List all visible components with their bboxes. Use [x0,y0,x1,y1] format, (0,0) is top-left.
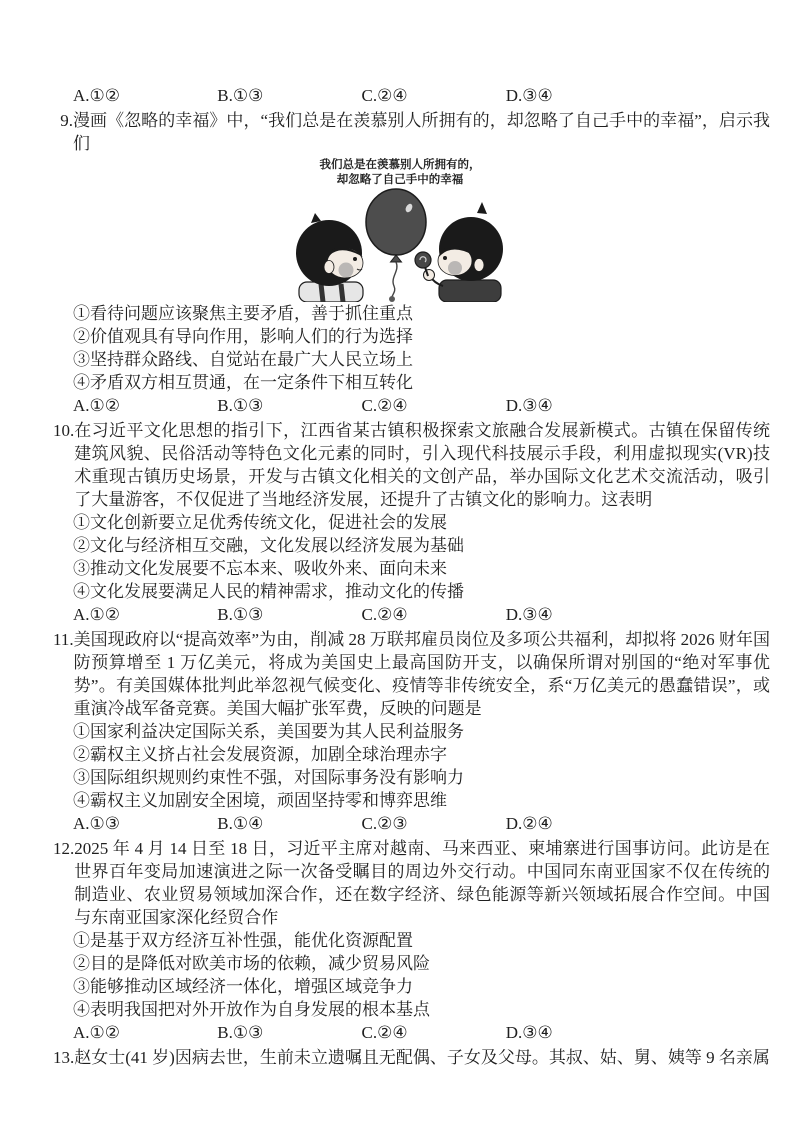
choice-a: A.①② [73,605,121,624]
option-4: ④文化发展要满足人民的精神需求，推动文化的传播 [73,582,464,601]
cartoon-caption-line2: 却忽略了自己手中的幸福 [336,174,464,186]
choice-d: D.③④ [505,1023,553,1042]
option-2: ②文化与经济相互交融，文化发展以经济发展为基础 [73,536,464,555]
answer-choices-row-q9 [73,394,770,417]
question-10 [53,419,770,626]
cartoon-svg [283,155,518,302]
right-child-figure [424,202,504,302]
choice-a: A.①② [73,1023,121,1042]
choice-d: D.③④ [505,605,553,624]
answer-choices-row-q10 [73,603,770,626]
choice-d: D.③④ [505,86,553,105]
option-1: ①是基于双方经济互补性强，能优化资源配置 [73,931,413,950]
question-13 [53,1046,770,1069]
choice-d: D.②④ [505,814,553,833]
option-1: ①文化创新要立足优秀传统文化，促进社会的发展 [73,513,447,532]
question-11 [53,628,770,835]
choice-a: A.①③ [73,814,121,833]
cartoon-illustration [283,155,518,302]
cartoon-caption-line1: 我们总是在羡慕别人所拥有的， [319,159,481,171]
choice-b: B.①③ [217,86,264,105]
option-2: ②目的是降低对欧美市场的依赖，减少贸易风险 [73,954,430,973]
choice-c: C.②④ [361,605,408,624]
option-2: ②价值观具有导向作用，影响人们的行为选择 [73,327,413,346]
answer-choices-row-q8 [73,84,770,107]
question-9 [53,109,770,417]
question-number: 9. [60,111,73,130]
choice-c: C.②③ [361,814,408,833]
choice-c: C.②④ [361,1023,408,1042]
balloon-string [392,262,397,301]
choice-b: B.①③ [217,605,264,624]
option-3: ③国际组织规则约束性不强，对国际事务没有影响力 [73,768,464,787]
option-1: ①国家利益决定国际关系，美国要为其人民利益服务 [73,722,464,741]
option-3: ③推动文化发展要不忘本来、吸收外来、面向未来 [73,559,447,578]
choice-d: D.③④ [505,396,553,415]
question-stem: 美国现政府以“提高效率”为由，削减 28 万联邦雇员岗位及多项公共福利，却拟将 2026 财年国防预算增至 1 万亿美元，将成为美国史上最高国防开支，以确保所谓对别国的“绝对军事优势”。有美国媒体批判此举忽视气候变化、疫情等非传统安全，系“万亿美元的愚蠢错误”，或重演冷战军备竞赛。美国大幅扩张军费，反映的问题是 [73,630,770,718]
question-number: 10. [53,421,75,440]
option-4: ④矛盾双方相互贯通，在一定条件下相互转化 [73,373,413,392]
choice-b: B.①④ [217,814,264,833]
question-stem: 漫画《忽略的幸福》中，“我们总是在羡慕别人所拥有的，却忽略了自己手中的幸福”，启示我们 [73,111,770,153]
option-1: ①看待问题应该聚焦主要矛盾，善于抓住重点 [73,304,413,323]
choice-c: C.②④ [361,86,408,105]
question-number: 13. [53,1048,75,1067]
question-number: 12. [53,839,75,858]
choice-c: C.②④ [361,396,408,415]
choice-b: B.①③ [217,396,264,415]
question-stem: 在习近平文化思想的指引下，江西省某古镇积极探索文旅融合发展新模式。古镇在保留传统建筑风貌、民俗活动等特色文化元素的同时，引入现代科技展示手段，利用虚拟现实(VR)技术重现古镇历史场景，开发与古镇文化相关的文创产品，举办国际文化艺术交流活动，吸引了大量游客，不仅促进了当地经济发展，还提升了古镇文化的影响力。这表明 [74,421,770,509]
option-4: ④表明我国把对外开放作为自身发展的根本基点 [73,1000,430,1019]
question-number: 11. [53,630,74,649]
choice-a: A.①② [73,86,121,105]
balloon-icon [366,189,426,302]
option-3: ③坚持群众路线、自觉站在最广大人民立场上 [73,350,413,369]
left-child-figure [296,213,363,302]
answer-choices-row-q11 [73,812,770,835]
question-stem: 2025 年 4 月 14 日至 18 日，习近平主席对越南、马来西亚、柬埔寨进行国事访问。此访是在世界百年变局加速演进之际一次备受瞩目的周边外交行动。中国同东南亚国家不仅在传统的制造业、农业贸易领域加深合作，还在数字经济、绿色能源等新兴领域拓展合作空间。中国与东南亚国家深化经贸合作 [74,839,770,927]
answer-choices-row-q12 [73,1021,770,1044]
option-4: ④霸权主义加剧安全困境，顽固坚持零和博弈思维 [73,791,447,810]
choice-a: A.①② [73,396,121,415]
option-2: ②霸权主义挤占社会发展资源，加剧全球治理赤字 [73,745,447,764]
question-12 [53,837,770,1044]
question-stem: 赵女士(41 岁)因病去世，生前未立遗嘱且无配偶、子女及父母。其叔、姑、舅、姨等 9 名亲属 [74,1048,770,1067]
option-3: ③能够推动区域经济一体化，增强区域竞争力 [73,977,413,996]
choice-b: B.①③ [217,1023,264,1042]
